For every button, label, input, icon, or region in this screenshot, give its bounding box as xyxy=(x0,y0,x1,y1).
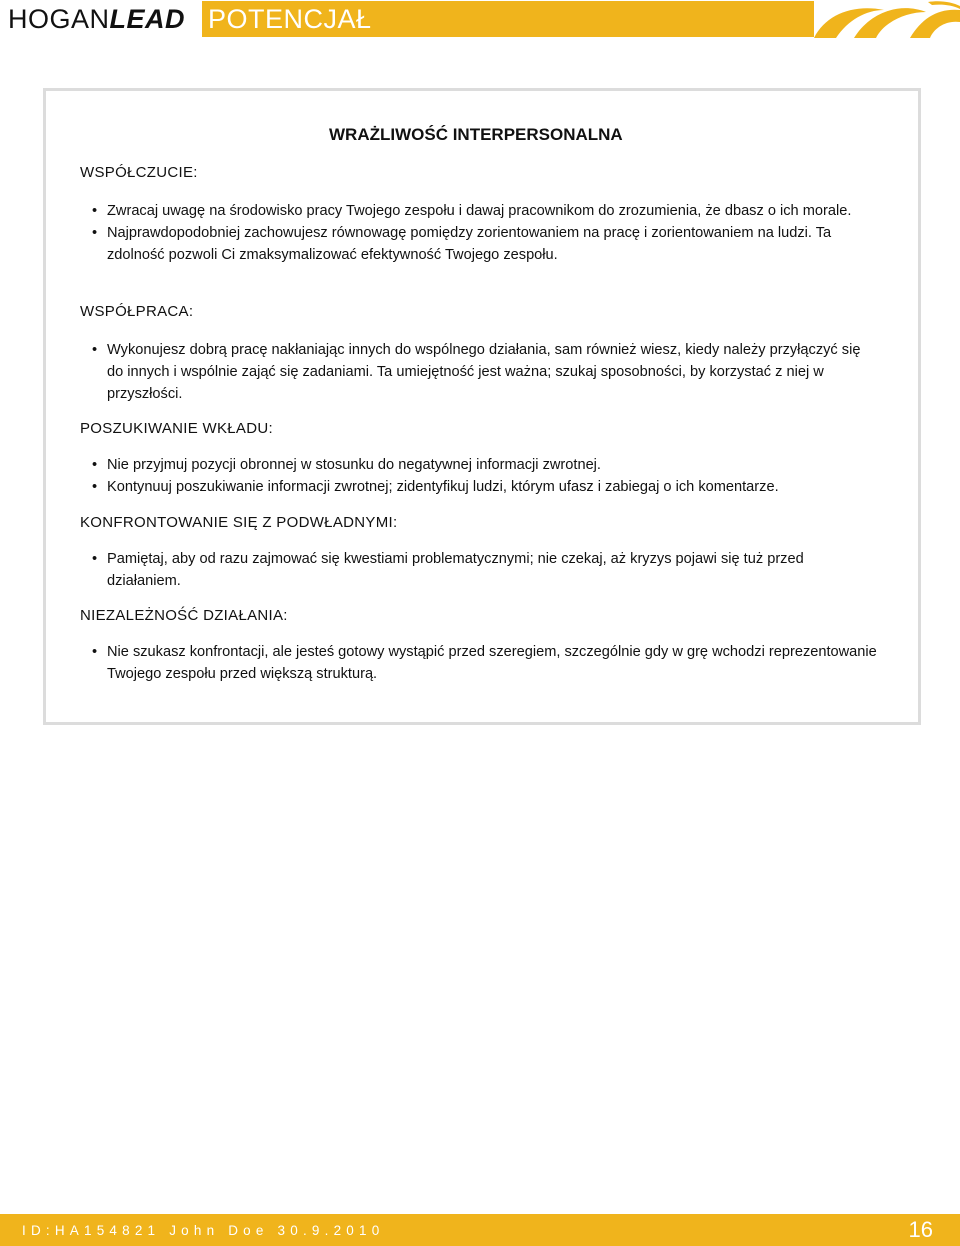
list-item xyxy=(80,641,880,685)
list-item xyxy=(80,454,880,476)
hogan-swoosh-logo-icon xyxy=(814,0,960,38)
bullet-icon: • xyxy=(92,457,98,473)
bullet-icon: • xyxy=(92,203,98,219)
footer-id-text: ID:HA154821 John Doe 30.9.2010 xyxy=(22,1223,385,1238)
section-cooperation xyxy=(80,302,880,405)
list-item xyxy=(80,476,880,498)
list-item xyxy=(80,222,880,266)
bullet-text: Kontynuuj poszukiwanie informacji zwrotnej; zidentyfikuj ludzi, którym ufasz i zabiegaj o ich komentarze. xyxy=(107,479,779,495)
section-compassion xyxy=(80,163,880,266)
brand-logo-text xyxy=(8,3,185,35)
brand-lead: LEAD xyxy=(109,4,186,34)
bullet-icon: • xyxy=(92,644,98,660)
page-header xyxy=(0,0,960,38)
page-footer xyxy=(0,1214,960,1246)
report-title: POTENCJAŁ xyxy=(208,4,372,34)
bullet-list xyxy=(80,641,880,685)
section-independence xyxy=(80,606,880,685)
list-item xyxy=(80,548,880,592)
section-heading: WSPÓŁCZUCIE: xyxy=(80,164,198,181)
bullet-list xyxy=(80,548,880,592)
bullet-icon: • xyxy=(92,225,98,241)
content-box xyxy=(43,88,921,725)
section-heading: POSZUKIWANIE WKŁADU: xyxy=(80,420,273,437)
bullet-icon: • xyxy=(92,342,98,358)
bullet-list xyxy=(80,454,880,498)
section-heading: NIEZALEŻNOŚĆ DZIAŁANIA: xyxy=(80,607,288,624)
bullet-text: Nie przyjmuj pozycji obronnej w stosunku do negatywnej informacji zwrotnej. xyxy=(107,457,601,473)
bullet-list xyxy=(80,200,880,266)
brand-hogan: HOGAN xyxy=(8,4,110,34)
bullet-icon: • xyxy=(92,479,98,495)
list-item xyxy=(80,200,880,222)
page-number: 16 xyxy=(908,1217,933,1242)
bullet-text: Wykonujesz dobrą pracę nakłaniając innych do wspólnego działania, sam również wiesz, kiedy należy przyłączyć się do innych i wspólnie zająć się zadaniami. Ta umiejętność jest ważna; szukaj sposobności, by korzystać z niej w przyszłości. xyxy=(107,342,861,402)
bullet-text: Nie szukasz konfrontacji, ale jesteś gotowy wystąpić przed szeregiem, szczególnie gdy w grę wchodzi reprezentowanie Twojego zespołu przed większą strukturą. xyxy=(107,644,877,682)
main-title: WRAŻLIWOŚĆ INTERPERSONALNA xyxy=(329,125,623,144)
report-title-bar xyxy=(202,1,814,37)
section-heading: WSPÓŁPRACA: xyxy=(80,303,194,320)
list-item xyxy=(80,339,880,405)
bullet-text: Zwracaj uwagę na środowisko pracy Twojego zespołu i dawaj pracownikom do zrozumienia, że dbasz o ich morale. xyxy=(107,203,852,219)
section-confronting-subordinates xyxy=(80,513,880,592)
bullet-text: Najprawdopodobniej zachowujesz równowagę pomiędzy zorientowaniem na pracę i zorientowaniem na ludzi. Ta zdolność pozwoli Ci zmaksymalizować efektywność Twojego zespołu. xyxy=(107,225,832,263)
section-heading: KONFRONTOWANIE SIĘ Z PODWŁADNYMI: xyxy=(80,514,398,531)
bullet-icon: • xyxy=(92,551,98,567)
bullet-text: Pamiętaj, aby od razu zajmować się kwestiami problematycznymi; nie czekaj, aż kryzys pojawi się tuż przed działaniem. xyxy=(107,551,804,589)
section-seeking-input xyxy=(80,419,880,498)
bullet-list xyxy=(80,339,880,405)
